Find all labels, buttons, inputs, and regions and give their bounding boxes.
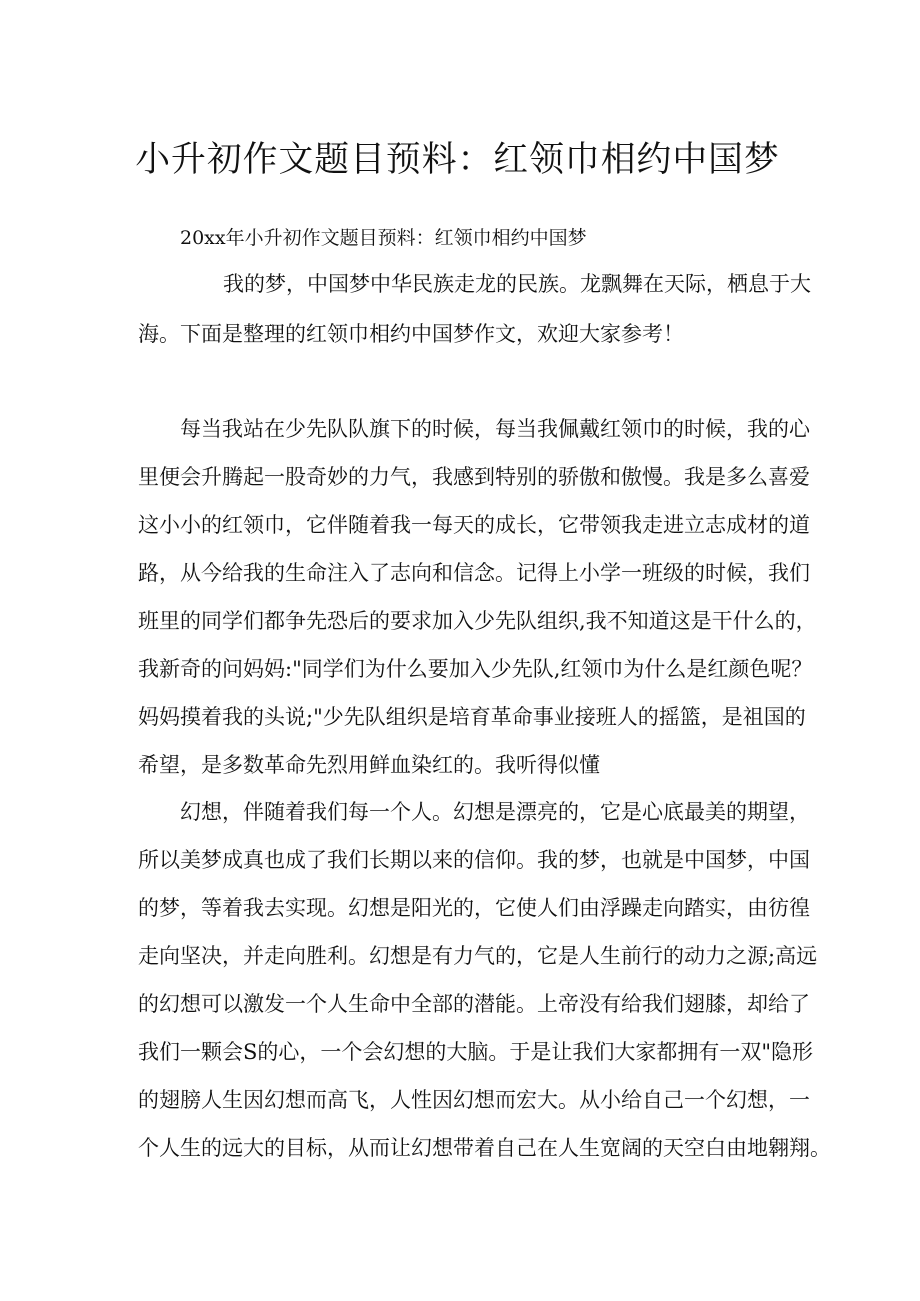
text-line: 的梦，等着我去实现。幻想是阳光的，它使人们由浮躁走向踏实，由彷徨 [138, 896, 810, 920]
text-line: 路，从今给我的生命注入了志向和信念。记得上小学一班级的时候，我们 [138, 561, 810, 585]
text-line: 我的梦，中国梦中华民族走龙的民族。龙飘舞在天际，栖息于大 [223, 272, 811, 296]
text-line: 里便会升腾起一股奇妙的力气，我感到特别的骄傲和傲慢。我是多么喜爱 [138, 465, 810, 489]
text-line: 我们一颗会S的心，一个会幻想的大脑。于是让我们大家都拥有一双"隐形 [138, 1040, 814, 1064]
text-line: 所以美梦成真也成了我们长期以来的信仰。我的梦，也就是中国梦，中国 [138, 848, 810, 872]
text-line: 希望，是多数革命先烈用鲜血染红的。我听得似懂 [138, 753, 600, 777]
text-line: 班里的同学们都争先恐后的要求加入少先队组织,我不知道这是干什么的， [138, 609, 817, 633]
text-line: 每当我站在少先队队旗下的时候，每当我佩戴红领巾的时候，我的心 [180, 417, 810, 441]
document-subtitle: 20xx年小升初作文题目预料：红领巾相约中国梦 [180, 227, 587, 249]
text-line: 的幻想可以激发一个人生命中全部的潜能。上帝没有给我们翅膝，却给了 [138, 992, 810, 1016]
text-line: 个人生的远大的目标，从而让幻想带着自己在人生宽阔的天空白由地翱翔。 [138, 1136, 831, 1160]
text-line: 幻想，伴随着我们每一个人。幻想是漂亮的，它是心底最美的期望， [180, 800, 810, 824]
text-line: 走向坚决，并走向胜利。幻想是有力气的，它是人生前行的动力之源;高远 [138, 944, 818, 968]
document-title: 小升初作文题目预料：红领巾相约中国梦 [135, 140, 780, 180]
text-line: 海。下面是整理的红领巾相约中国梦作文，欢迎大家参考！ [138, 322, 684, 346]
text-line: 妈妈摸着我的头说;"少先队组织是培育革命事业接班人的摇篮，是祖国的 [138, 705, 806, 729]
text-line: 我新奇的问妈妈:"同学们为什么要加入少先队,红领巾为什么是红颜色呢？ [138, 657, 813, 681]
text-line: 的翅膀人生因幻想而高飞，人性因幻想而宏大。从小给自己一个幻想，一 [138, 1088, 810, 1112]
text-line: 这小小的红领巾，它伴随着我一每天的成长，它带领我走进立志成材的道 [138, 513, 810, 537]
